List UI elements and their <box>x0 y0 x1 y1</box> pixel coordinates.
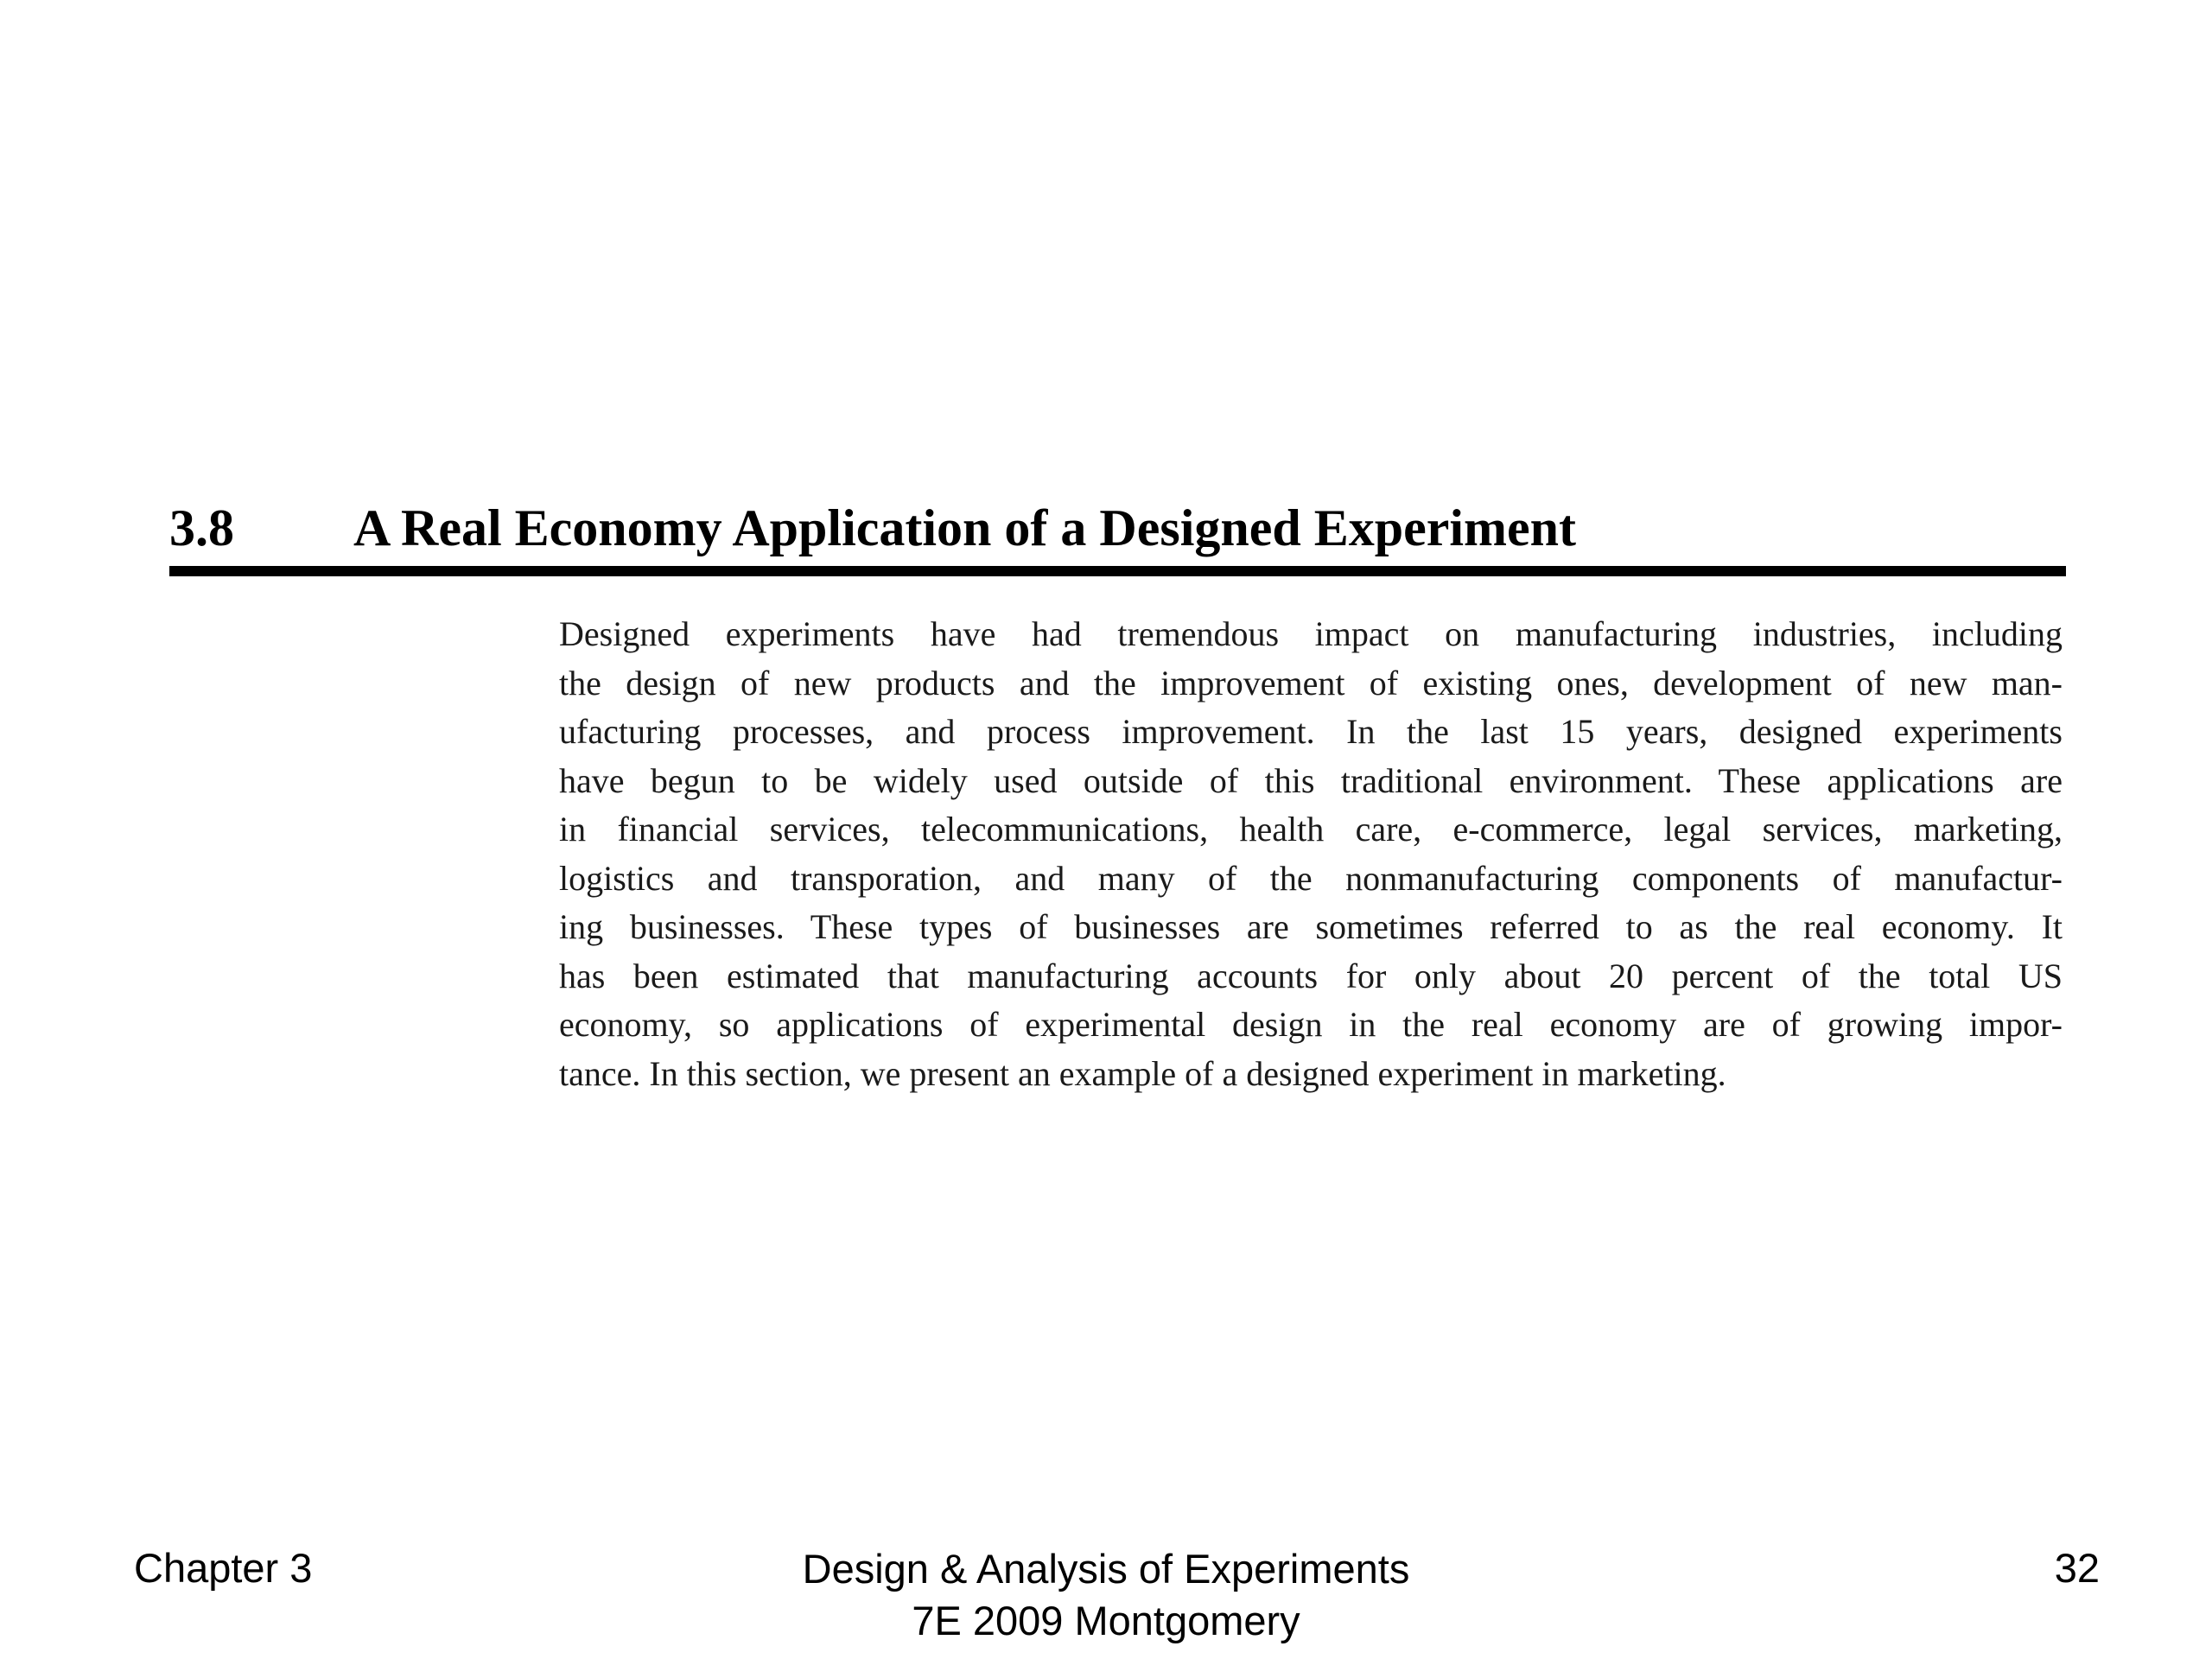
footer-book-title-line1: Design & Analysis of Experiments <box>802 1546 1410 1592</box>
section-number: 3.8 <box>169 499 234 556</box>
body-line: Designed experiments have had tremendous impact on manufacturing industries, including <box>559 614 2063 653</box>
body-line: ufacturing processes, and process improvement. In the last 15 years, designed experiments <box>559 712 2063 751</box>
section-heading <box>169 499 2066 556</box>
footer-page-number: 32 <box>2054 1545 2100 1591</box>
body-line: logistics and transporation, and many of the nonmanufacturing components of manufactur- <box>559 858 2063 898</box>
footer-book-title <box>674 1543 1538 1647</box>
heading-rule-divider <box>169 566 2066 576</box>
footer-book-title-line2: 7E 2009 Montgomery <box>912 1598 1300 1643</box>
body-line: in financial services, telecommunications, health care, e-commerce, legal services, marketing, <box>559 810 2063 849</box>
body-line: has been estimated that manufacturing accounts for only about 20 percent of the total US <box>559 956 2063 995</box>
section-title: A Real Economy Application of a Designed Experiment <box>353 499 1577 556</box>
body-line: ing businesses. These types of businesses are sometimes referred to as the real economy. It <box>559 907 2063 946</box>
body-line: the design of new products and the improvement of existing ones, development of new man- <box>559 663 2063 702</box>
body-line: have begun to be widely used outside of this traditional environment. These applications are <box>559 760 2063 800</box>
body-line: economy, so applications of experimental design in the real economy are of growing impor- <box>559 1005 2063 1044</box>
footer-chapter: Chapter 3 <box>134 1545 313 1591</box>
body-line: tance. In this section, we present an example of a designed experiment in marketing. <box>559 1053 1726 1093</box>
body-paragraph <box>559 610 2063 1098</box>
